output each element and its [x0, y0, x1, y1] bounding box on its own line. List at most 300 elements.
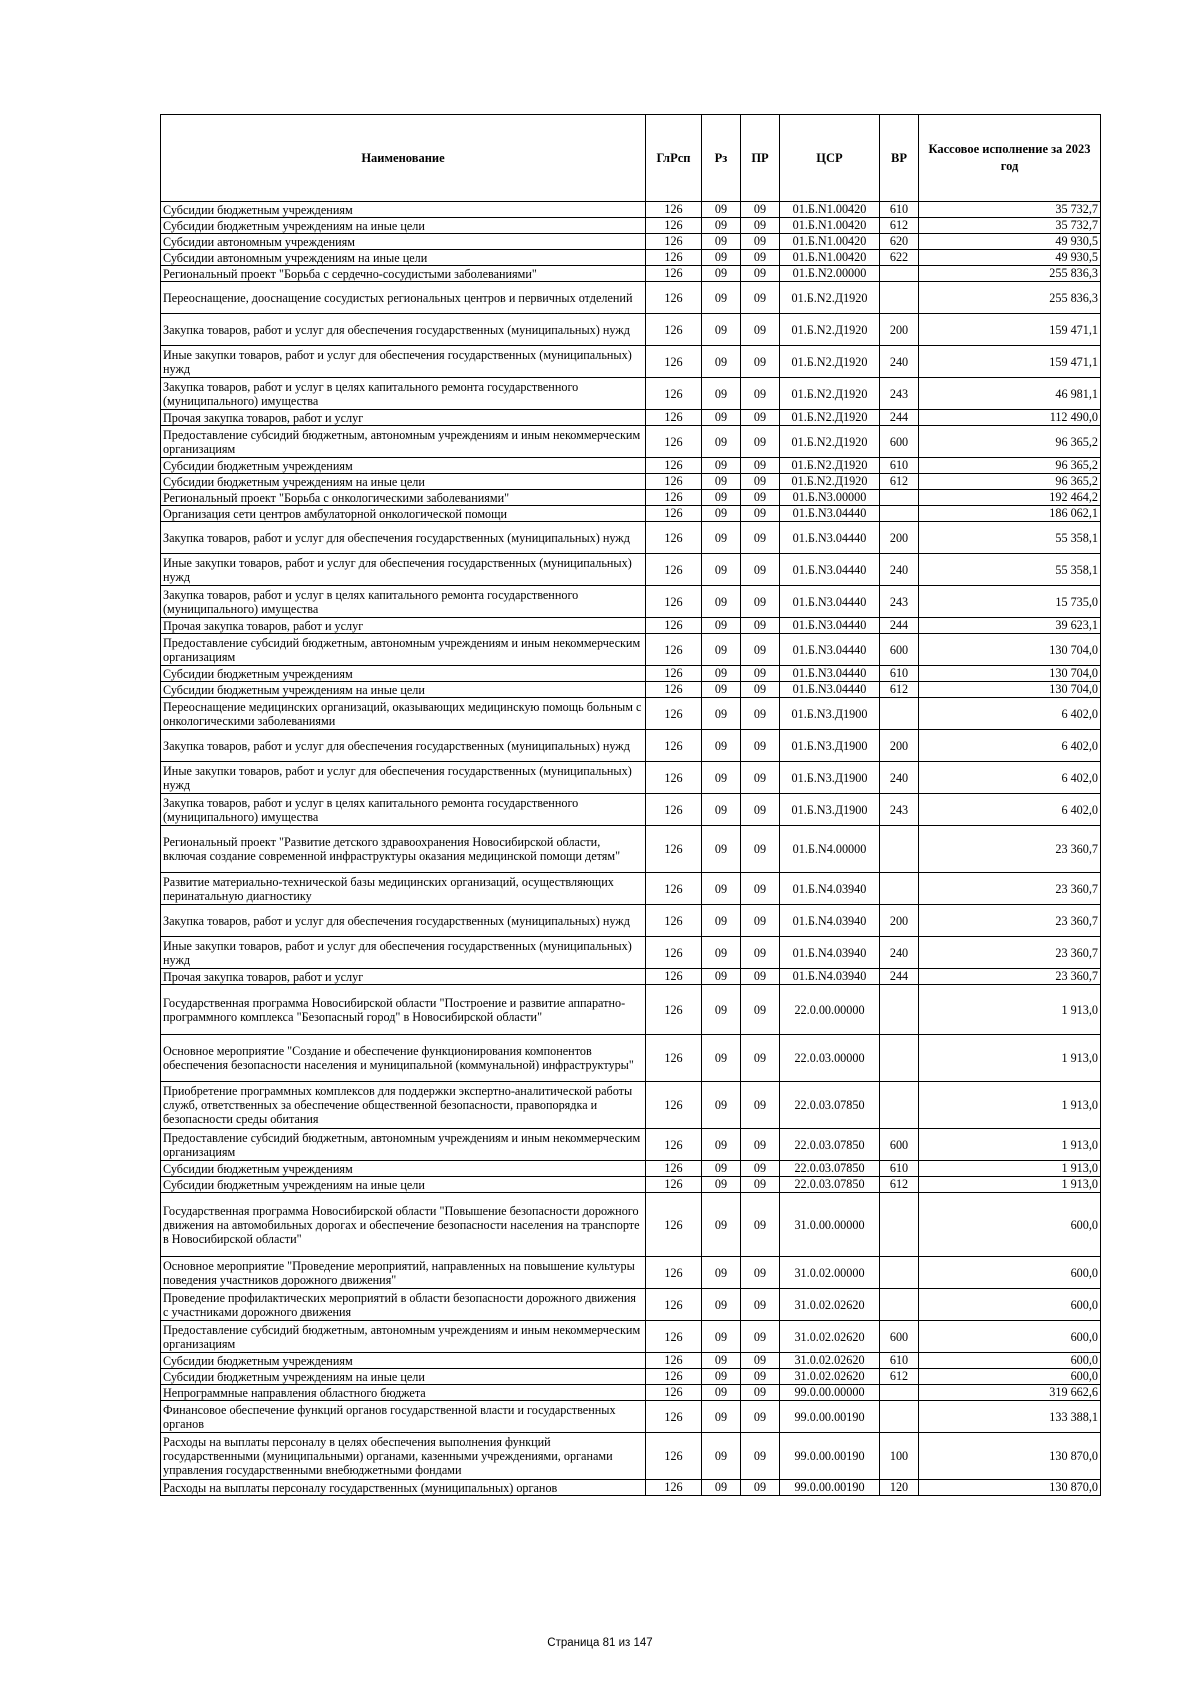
row-pr: 09 — [741, 905, 780, 937]
page-number: Страница 81 из 147 — [547, 1637, 653, 1649]
table-row — [161, 522, 1101, 554]
row-name: Субсидии бюджетным учреждениям — [161, 458, 646, 474]
row-glrsp: 126 — [646, 1193, 702, 1257]
row-name: Субсидии бюджетным учреждениям на иные цели — [161, 682, 646, 698]
row-csr: 01.Б.N4.03940 — [780, 937, 880, 969]
row-rz: 09 — [702, 1257, 741, 1289]
row-sum: 600,0 — [919, 1193, 1101, 1257]
row-pr: 09 — [741, 969, 780, 985]
row-sum: 1 913,0 — [919, 1082, 1101, 1129]
row-pr: 09 — [741, 1177, 780, 1193]
row-csr: 31.0.02.02620 — [780, 1353, 880, 1369]
row-name: Основное мероприятие "Создание и обеспечение функционирования компонентов обеспечения безопасности населения и муниципальной (коммунальной) инфраструктуры" — [161, 1035, 646, 1082]
row-sum: 192 464,2 — [919, 490, 1101, 506]
table-row — [161, 234, 1101, 250]
row-vr: 612 — [880, 1177, 919, 1193]
row-rz: 09 — [702, 1385, 741, 1401]
row-vr — [880, 1082, 919, 1129]
row-pr: 09 — [741, 826, 780, 873]
row-sum: 255 836,3 — [919, 282, 1101, 314]
row-vr: 100 — [880, 1433, 919, 1480]
row-rz: 09 — [702, 826, 741, 873]
row-pr: 09 — [741, 378, 780, 410]
row-name: Основное мероприятие "Проведение мероприятий, направленных на повышение культуры поведения участников дорожного движения" — [161, 1257, 646, 1289]
table-header-row — [161, 115, 1101, 202]
row-pr: 09 — [741, 234, 780, 250]
table-row — [161, 666, 1101, 682]
row-vr — [880, 1035, 919, 1082]
row-vr — [880, 1193, 919, 1257]
table-row — [161, 1369, 1101, 1385]
row-glrsp: 126 — [646, 985, 702, 1035]
row-glrsp: 126 — [646, 1401, 702, 1433]
row-glrsp: 126 — [646, 666, 702, 682]
table-row — [161, 426, 1101, 458]
row-csr: 99.0.00.00000 — [780, 1385, 880, 1401]
table-body — [161, 202, 1101, 1496]
row-glrsp: 126 — [646, 1129, 702, 1161]
table-row — [161, 1433, 1101, 1480]
table-row — [161, 634, 1101, 666]
row-csr: 99.0.00.00190 — [780, 1401, 880, 1433]
row-rz: 09 — [702, 905, 741, 937]
row-vr: 610 — [880, 1161, 919, 1177]
row-pr: 09 — [741, 762, 780, 794]
row-csr: 01.Б.N2.Д1920 — [780, 474, 880, 490]
row-name: Региональный проект "Развитие детского здравоохранения Новосибирской области, включая создание современной инфраструктуры оказания медицинской помощи детям" — [161, 826, 646, 873]
row-csr: 31.0.02.00000 — [780, 1257, 880, 1289]
row-csr: 31.0.00.00000 — [780, 1193, 880, 1257]
row-pr: 09 — [741, 666, 780, 682]
row-vr: 120 — [880, 1480, 919, 1496]
row-sum: 15 735,0 — [919, 586, 1101, 618]
row-sum: 23 360,7 — [919, 873, 1101, 905]
row-vr: 240 — [880, 762, 919, 794]
table-row — [161, 1401, 1101, 1433]
row-name: Закупка товаров, работ и услуг в целях капитального ремонта государственного (муниципального) имущества — [161, 586, 646, 618]
row-csr: 31.0.02.02620 — [780, 1289, 880, 1321]
row-pr: 09 — [741, 1193, 780, 1257]
row-sum: 186 062,1 — [919, 506, 1101, 522]
row-sum: 96 365,2 — [919, 426, 1101, 458]
row-glrsp: 126 — [646, 1385, 702, 1401]
row-sum: 1 913,0 — [919, 1177, 1101, 1193]
row-pr: 09 — [741, 618, 780, 634]
table-row — [161, 202, 1101, 218]
row-csr: 31.0.02.02620 — [780, 1369, 880, 1385]
row-glrsp: 126 — [646, 1289, 702, 1321]
row-glrsp: 126 — [646, 458, 702, 474]
row-rz: 09 — [702, 554, 741, 586]
row-csr: 01.Б.N3.04440 — [780, 666, 880, 682]
table-row — [161, 985, 1101, 1035]
row-pr: 09 — [741, 506, 780, 522]
row-pr: 09 — [741, 346, 780, 378]
row-csr: 01.Б.N1.00420 — [780, 202, 880, 218]
row-rz: 09 — [702, 969, 741, 985]
row-glrsp: 126 — [646, 314, 702, 346]
table-row — [161, 969, 1101, 985]
row-vr: 243 — [880, 586, 919, 618]
row-name: Иные закупки товаров, работ и услуг для обеспечения государственных (муниципальных) нужд — [161, 762, 646, 794]
row-csr: 01.Б.N3.04440 — [780, 586, 880, 618]
row-pr: 09 — [741, 1369, 780, 1385]
table-row — [161, 873, 1101, 905]
row-vr: 600 — [880, 426, 919, 458]
row-pr: 09 — [741, 985, 780, 1035]
row-sum: 1 913,0 — [919, 1129, 1101, 1161]
row-name: Предоставление субсидий бюджетным, автономным учреждениям и иным некоммерческим организациям — [161, 1129, 646, 1161]
row-vr — [880, 506, 919, 522]
row-pr: 09 — [741, 1385, 780, 1401]
row-name: Субсидии бюджетным учреждениям на иные цели — [161, 1177, 646, 1193]
row-sum: 130 870,0 — [919, 1480, 1101, 1496]
table-row — [161, 266, 1101, 282]
row-csr: 22.0.03.07850 — [780, 1161, 880, 1177]
row-csr: 01.Б.N4.03940 — [780, 969, 880, 985]
row-vr: 243 — [880, 378, 919, 410]
row-pr: 09 — [741, 458, 780, 474]
row-name: Субсидии бюджетным учреждениям — [161, 202, 646, 218]
table-row — [161, 250, 1101, 266]
row-rz: 09 — [702, 250, 741, 266]
row-csr: 01.Б.N2.Д1920 — [780, 426, 880, 458]
row-vr: 610 — [880, 458, 919, 474]
row-vr: 240 — [880, 554, 919, 586]
row-csr: 01.Б.N4.03940 — [780, 873, 880, 905]
row-sum: 96 365,2 — [919, 458, 1101, 474]
row-csr: 01.Б.N2.Д1920 — [780, 410, 880, 426]
row-csr: 99.0.00.00190 — [780, 1480, 880, 1496]
row-name: Субсидии автономным учреждениям на иные цели — [161, 250, 646, 266]
row-csr: 01.Б.N1.00420 — [780, 234, 880, 250]
row-glrsp: 126 — [646, 346, 702, 378]
row-name: Непрограммные направления областного бюджета — [161, 1385, 646, 1401]
table-row — [161, 218, 1101, 234]
row-glrsp: 126 — [646, 474, 702, 490]
table-row — [161, 794, 1101, 826]
row-pr: 09 — [741, 1257, 780, 1289]
row-glrsp: 126 — [646, 1480, 702, 1496]
row-glrsp: 126 — [646, 1353, 702, 1369]
row-rz: 09 — [702, 730, 741, 762]
row-sum: 112 490,0 — [919, 410, 1101, 426]
row-rz: 09 — [702, 586, 741, 618]
row-rz: 09 — [702, 1161, 741, 1177]
header-rz: Рз — [702, 115, 741, 202]
row-glrsp: 126 — [646, 1082, 702, 1129]
row-name: Субсидии бюджетным учреждениям на иные цели — [161, 218, 646, 234]
table-row — [161, 1321, 1101, 1353]
row-sum: 600,0 — [919, 1353, 1101, 1369]
row-rz: 09 — [702, 682, 741, 698]
row-name: Закупка товаров, работ и услуг для обеспечения государственных (муниципальных) нужд — [161, 522, 646, 554]
row-sum: 159 471,1 — [919, 346, 1101, 378]
table-row — [161, 458, 1101, 474]
table-row — [161, 1385, 1101, 1401]
row-csr: 01.Б.N2.Д1920 — [780, 314, 880, 346]
row-sum: 255 836,3 — [919, 266, 1101, 282]
row-csr: 22.0.03.00000 — [780, 1035, 880, 1082]
row-name: Иные закупки товаров, работ и услуг для обеспечения государственных (муниципальных) нужд — [161, 937, 646, 969]
table-row — [161, 1353, 1101, 1369]
row-sum: 49 930,5 — [919, 234, 1101, 250]
row-csr: 22.0.03.07850 — [780, 1177, 880, 1193]
row-name: Проведение профилактических мероприятий в области безопасности дорожного движения с участниками дорожного движения — [161, 1289, 646, 1321]
row-sum: 319 662,6 — [919, 1385, 1101, 1401]
row-vr — [880, 873, 919, 905]
row-vr: 244 — [880, 969, 919, 985]
row-glrsp: 126 — [646, 1321, 702, 1353]
row-csr: 01.Б.N3.04440 — [780, 554, 880, 586]
row-rz: 09 — [702, 1129, 741, 1161]
row-vr — [880, 266, 919, 282]
table-row — [161, 826, 1101, 873]
row-glrsp: 126 — [646, 410, 702, 426]
row-sum: 1 913,0 — [919, 1161, 1101, 1177]
table-row — [161, 474, 1101, 490]
row-name: Субсидии бюджетным учреждениям на иные цели — [161, 474, 646, 490]
row-name: Финансовое обеспечение функций органов государственной власти и государственных органов — [161, 1401, 646, 1433]
row-sum: 600,0 — [919, 1289, 1101, 1321]
row-vr: 600 — [880, 1321, 919, 1353]
row-glrsp: 126 — [646, 378, 702, 410]
row-name: Закупка товаров, работ и услуг для обеспечения государственных (муниципальных) нужд — [161, 905, 646, 937]
row-csr: 01.Б.N4.00000 — [780, 826, 880, 873]
row-rz: 09 — [702, 426, 741, 458]
row-csr: 01.Б.N1.00420 — [780, 218, 880, 234]
row-pr: 09 — [741, 314, 780, 346]
row-name: Государственная программа Новосибирской области "Повышение безопасности дорожного движения на автомобильных дорогах и обеспечение безопасности населения на транспорте в Новосибирской области" — [161, 1193, 646, 1257]
row-glrsp: 126 — [646, 873, 702, 905]
row-rz: 09 — [702, 410, 741, 426]
row-pr: 09 — [741, 1035, 780, 1082]
row-pr: 09 — [741, 1129, 780, 1161]
row-sum: 6 402,0 — [919, 698, 1101, 730]
row-glrsp: 126 — [646, 762, 702, 794]
row-csr: 01.Б.N3.Д1900 — [780, 698, 880, 730]
row-pr: 09 — [741, 1480, 780, 1496]
table-row — [161, 730, 1101, 762]
row-glrsp: 126 — [646, 1433, 702, 1480]
row-rz: 09 — [702, 634, 741, 666]
row-sum: 6 402,0 — [919, 794, 1101, 826]
row-glrsp: 126 — [646, 826, 702, 873]
row-glrsp: 126 — [646, 234, 702, 250]
row-sum: 23 360,7 — [919, 905, 1101, 937]
table-row — [161, 1257, 1101, 1289]
row-name: Предоставление субсидий бюджетным, автономным учреждениям и иным некоммерческим организациям — [161, 426, 646, 458]
table-row — [161, 282, 1101, 314]
row-glrsp: 126 — [646, 1177, 702, 1193]
row-sum: 130 704,0 — [919, 634, 1101, 666]
row-glrsp: 126 — [646, 698, 702, 730]
table-row — [161, 937, 1101, 969]
row-name: Субсидии бюджетным учреждениям — [161, 1161, 646, 1177]
row-vr: 200 — [880, 522, 919, 554]
row-glrsp: 126 — [646, 969, 702, 985]
row-csr: 01.Б.N3.Д1900 — [780, 794, 880, 826]
row-rz: 09 — [702, 506, 741, 522]
row-vr — [880, 1257, 919, 1289]
row-vr: 240 — [880, 937, 919, 969]
table-row — [161, 1480, 1101, 1496]
budget-table — [160, 114, 1101, 1496]
row-name: Приобретение программных комплексов для поддержки экспертно-аналитической работы служб, ответственных за обеспечение общественной безопасности, правопорядка и безопасности среды обитания — [161, 1082, 646, 1129]
row-vr: 610 — [880, 1353, 919, 1369]
row-rz: 09 — [702, 522, 741, 554]
row-vr: 243 — [880, 794, 919, 826]
row-name: Расходы на выплаты персоналу в целях обеспечения выполнения функций государственными (муниципальными) органами, казенными учреждениями, органами управления государственными внебюджетными фондами — [161, 1433, 646, 1480]
row-name: Закупка товаров, работ и услуг для обеспечения государственных (муниципальных) нужд — [161, 314, 646, 346]
header-csr: ЦСР — [780, 115, 880, 202]
row-glrsp: 126 — [646, 1161, 702, 1177]
row-name: Закупка товаров, работ и услуг в целях капитального ремонта государственного (муниципального) имущества — [161, 378, 646, 410]
row-pr: 09 — [741, 474, 780, 490]
row-name: Региональный проект "Борьба с онкологическими заболеваниями" — [161, 490, 646, 506]
table-row — [161, 1161, 1101, 1177]
row-pr: 09 — [741, 1321, 780, 1353]
row-rz: 09 — [702, 1401, 741, 1433]
table-row — [161, 1193, 1101, 1257]
table-row — [161, 1177, 1101, 1193]
row-glrsp: 126 — [646, 282, 702, 314]
row-pr: 09 — [741, 698, 780, 730]
header-sum: Кассовое исполнение за 2023 год — [919, 115, 1101, 202]
row-pr: 09 — [741, 522, 780, 554]
row-pr: 09 — [741, 410, 780, 426]
row-sum: 23 360,7 — [919, 937, 1101, 969]
row-sum: 133 388,1 — [919, 1401, 1101, 1433]
row-vr: 244 — [880, 618, 919, 634]
row-vr: 200 — [880, 314, 919, 346]
row-pr: 09 — [741, 730, 780, 762]
row-csr: 01.Б.N3.04440 — [780, 682, 880, 698]
row-csr: 31.0.02.02620 — [780, 1321, 880, 1353]
row-vr — [880, 698, 919, 730]
row-vr: 622 — [880, 250, 919, 266]
row-rz: 09 — [702, 618, 741, 634]
row-glrsp: 126 — [646, 266, 702, 282]
row-sum: 96 365,2 — [919, 474, 1101, 490]
row-csr: 01.Б.N2.00000 — [780, 266, 880, 282]
table-row — [161, 490, 1101, 506]
row-name: Переоснащение медицинских организаций, оказывающих медицинскую помощь больным с онкологическими заболеваниями — [161, 698, 646, 730]
row-rz: 09 — [702, 794, 741, 826]
row-pr: 09 — [741, 1353, 780, 1369]
row-name: Развитие материально-технической базы медицинских организаций, осуществляющих перинатальную диагностику — [161, 873, 646, 905]
row-csr: 99.0.00.00190 — [780, 1433, 880, 1480]
row-csr: 01.Б.N4.03940 — [780, 905, 880, 937]
row-pr: 09 — [741, 794, 780, 826]
table-row — [161, 1289, 1101, 1321]
row-csr: 01.Б.N2.Д1920 — [780, 282, 880, 314]
row-pr: 09 — [741, 218, 780, 234]
row-rz: 09 — [702, 1082, 741, 1129]
table-row — [161, 618, 1101, 634]
row-glrsp: 126 — [646, 794, 702, 826]
row-csr: 01.Б.N3.04440 — [780, 506, 880, 522]
row-vr: 200 — [880, 905, 919, 937]
table-row — [161, 1082, 1101, 1129]
row-sum: 130 704,0 — [919, 666, 1101, 682]
row-pr: 09 — [741, 1401, 780, 1433]
row-glrsp: 126 — [646, 682, 702, 698]
row-name: Субсидии автономным учреждениям — [161, 234, 646, 250]
header-glrsp: ГлРсп — [646, 115, 702, 202]
row-sum: 600,0 — [919, 1321, 1101, 1353]
row-rz: 09 — [702, 698, 741, 730]
row-glrsp: 126 — [646, 554, 702, 586]
row-sum: 130 870,0 — [919, 1433, 1101, 1480]
row-csr: 01.Б.N2.Д1920 — [780, 378, 880, 410]
row-csr: 01.Б.N3.00000 — [780, 490, 880, 506]
row-vr — [880, 826, 919, 873]
row-glrsp: 126 — [646, 1257, 702, 1289]
table-row — [161, 762, 1101, 794]
row-sum: 23 360,7 — [919, 969, 1101, 985]
row-name: Расходы на выплаты персоналу государственных (муниципальных) органов — [161, 1480, 646, 1496]
row-sum: 35 732,7 — [919, 218, 1101, 234]
row-pr: 09 — [741, 490, 780, 506]
header-pr: ПР — [741, 115, 780, 202]
table-row — [161, 1035, 1101, 1082]
row-vr — [880, 490, 919, 506]
row-rz: 09 — [702, 1369, 741, 1385]
row-glrsp: 126 — [646, 905, 702, 937]
row-rz: 09 — [702, 1480, 741, 1496]
row-csr: 01.Б.N3.04440 — [780, 522, 880, 554]
row-rz: 09 — [702, 1353, 741, 1369]
row-sum: 46 981,1 — [919, 378, 1101, 410]
row-glrsp: 126 — [646, 1369, 702, 1385]
row-glrsp: 126 — [646, 937, 702, 969]
row-sum: 49 930,5 — [919, 250, 1101, 266]
row-rz: 09 — [702, 1035, 741, 1082]
row-pr: 09 — [741, 202, 780, 218]
row-csr: 22.0.03.07850 — [780, 1129, 880, 1161]
row-pr: 09 — [741, 250, 780, 266]
row-rz: 09 — [702, 346, 741, 378]
row-vr: 600 — [880, 1129, 919, 1161]
row-sum: 600,0 — [919, 1369, 1101, 1385]
row-vr: 612 — [880, 1369, 919, 1385]
row-sum: 159 471,1 — [919, 314, 1101, 346]
row-pr: 09 — [741, 282, 780, 314]
row-csr: 01.Б.N3.04440 — [780, 618, 880, 634]
row-rz: 09 — [702, 474, 741, 490]
row-name: Закупка товаров, работ и услуг для обеспечения государственных (муниципальных) нужд — [161, 730, 646, 762]
row-vr: 240 — [880, 346, 919, 378]
row-rz: 09 — [702, 202, 741, 218]
row-sum: 130 704,0 — [919, 682, 1101, 698]
row-csr: 01.Б.N2.Д1920 — [780, 346, 880, 378]
row-name: Иные закупки товаров, работ и услуг для обеспечения государственных (муниципальных) нужд — [161, 346, 646, 378]
row-sum: 6 402,0 — [919, 762, 1101, 794]
row-sum: 35 732,7 — [919, 202, 1101, 218]
row-vr — [880, 985, 919, 1035]
row-csr: 22.0.00.00000 — [780, 985, 880, 1035]
row-glrsp: 126 — [646, 730, 702, 762]
row-pr: 09 — [741, 1289, 780, 1321]
row-pr: 09 — [741, 586, 780, 618]
row-rz: 09 — [702, 234, 741, 250]
row-vr: 200 — [880, 730, 919, 762]
row-rz: 09 — [702, 314, 741, 346]
row-rz: 09 — [702, 490, 741, 506]
row-rz: 09 — [702, 378, 741, 410]
row-pr: 09 — [741, 634, 780, 666]
